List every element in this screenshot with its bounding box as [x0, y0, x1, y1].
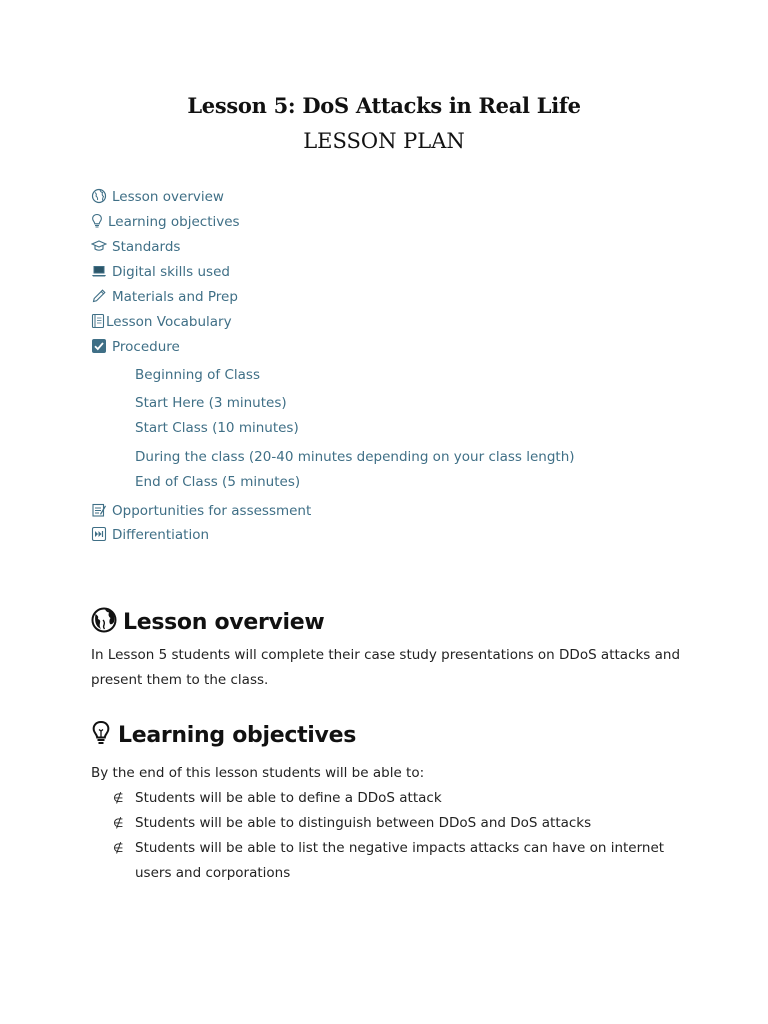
list-item [113, 786, 683, 811]
toc-label: Lesson Vocabulary [106, 314, 232, 330]
toc-link-end-of-class[interactable]: End of Class (5 minutes) [135, 474, 301, 490]
bullet-marker: ∉ [113, 816, 124, 830]
bullet-marker: ∉ [113, 841, 124, 855]
toc-link-beginning-of-class[interactable]: Beginning of Class [135, 367, 260, 383]
toc-link-standards[interactable] [91, 237, 180, 257]
globe-icon [91, 188, 107, 204]
toc-link-procedure[interactable] [91, 337, 180, 357]
notebook-icon [91, 313, 105, 329]
memo-icon [91, 502, 107, 518]
toc-link-learning-objectives[interactable] [91, 212, 240, 232]
list-item [113, 811, 683, 836]
section-heading-learning-objectives [91, 720, 356, 748]
toc-label: Lesson overview [112, 189, 224, 205]
toc-label: Digital skills used [112, 264, 230, 280]
toc-label: Opportunities for assessment [112, 503, 312, 519]
section-title: Lesson overview [123, 610, 325, 635]
toc-link-materials[interactable] [91, 287, 238, 307]
toc-link-vocabulary[interactable] [91, 312, 232, 332]
globe-icon [91, 607, 117, 633]
page-title: Lesson 5: DoS Attacks in Real Life [187, 93, 581, 118]
toc-label: Learning objectives [108, 214, 240, 230]
bullet-text: Students will be able to distinguish between DDoS and DoS attacks [135, 815, 592, 831]
lightbulb-icon [91, 213, 103, 229]
bullet-marker: ∉ [113, 791, 124, 805]
toc-label: Materials and Prep [112, 289, 238, 305]
toc-link-start-class[interactable]: Start Class (10 minutes) [135, 420, 299, 436]
graduation-cap-icon [91, 238, 107, 254]
list-item [113, 836, 683, 886]
bullet-text: Students will be able to list the negative impacts attacks can have on internet users and corporations [135, 840, 665, 881]
toc-link-digital-skills[interactable] [91, 262, 230, 282]
next-track-icon [91, 526, 107, 542]
lightbulb-icon [91, 720, 111, 746]
toc-label: Procedure [112, 339, 180, 355]
page-subtitle: LESSON PLAN [303, 129, 465, 153]
toc-link-assessment[interactable] [91, 501, 311, 521]
toc-link-start-here[interactable]: Start Here (3 minutes) [135, 395, 287, 411]
checkbox-icon [91, 338, 107, 354]
toc-link-lesson-overview[interactable] [91, 187, 224, 207]
pencil-icon [91, 288, 107, 304]
toc-link-during-class[interactable]: During the class (20-40 minutes depending on your class length) [135, 449, 575, 465]
section-heading-lesson-overview [91, 607, 324, 635]
toc-link-differentiation[interactable] [91, 525, 209, 545]
toc-label: Differentiation [112, 527, 210, 543]
lesson-overview-text: In Lesson 5 students will complete their case study presentations on DDoS attacks and present them to the class. [91, 647, 681, 688]
toc-label: Standards [112, 239, 181, 255]
bullet-text: Students will be able to define a DDoS attack [135, 790, 442, 806]
learning-objectives-intro: By the end of this lesson students will be able to: [91, 765, 425, 781]
laptop-icon [91, 263, 107, 279]
section-title: Learning objectives [118, 723, 356, 748]
